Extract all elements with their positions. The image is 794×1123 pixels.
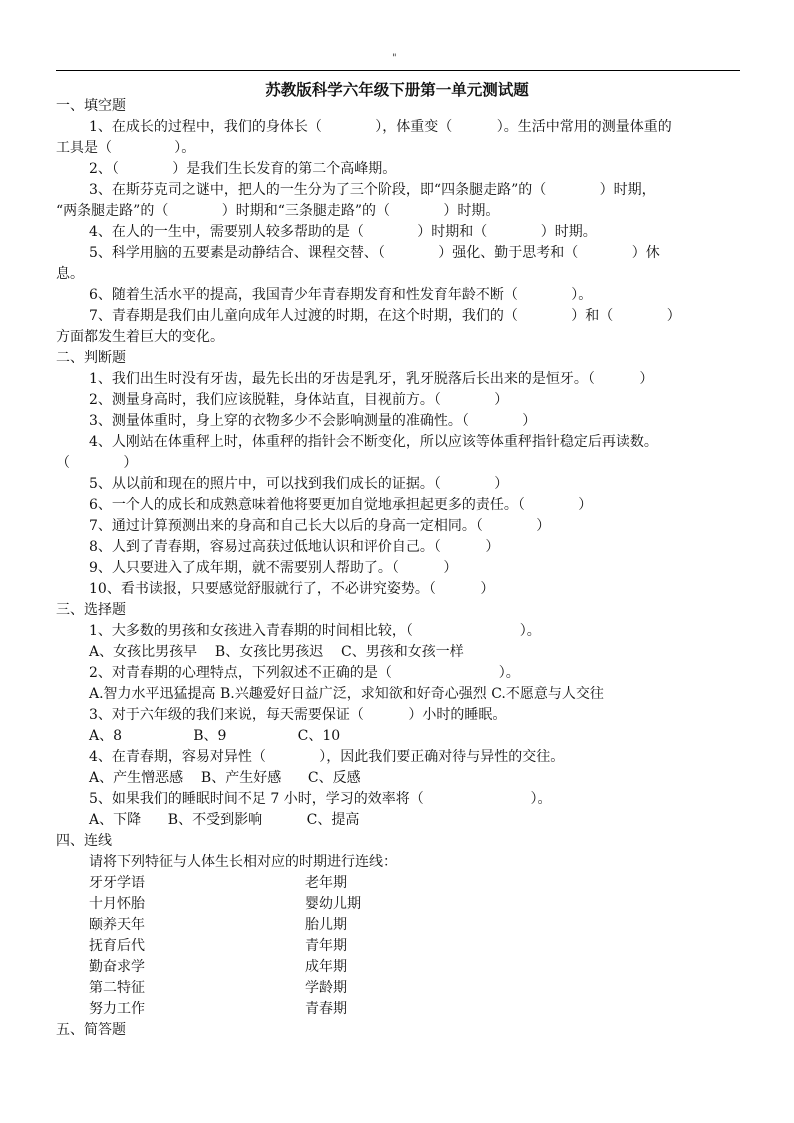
matching-right-item: 成年期 xyxy=(305,959,347,975)
question-line: 2、（ ）是我们生长发育的第二个高峰期。 xyxy=(89,161,397,177)
question-line: 1、在成长的过程中，我们的身体长（ ），体重变（ ）。生活中常用的测量体重的 xyxy=(89,119,672,135)
exam-content xyxy=(56,96,746,1041)
choice-options: A.智力水平迅猛提高 B.兴趣爱好日益广泛，求知欲和好奇心强烈 C.不愿意与人交往 xyxy=(89,686,604,702)
question-line: 9、人只要进入了成年期，就不需要别人帮助了。（ ） xyxy=(89,560,458,576)
section-heading-multiple-choice: 三、选择题 xyxy=(56,602,126,618)
matching-left-item: 勤奋求学 xyxy=(89,959,145,975)
choice-options: A、8 B、9 C、10 xyxy=(89,728,341,744)
question-line: 10、看书读报，只要感觉舒服就行了，不必讲究姿势。（ ） xyxy=(89,581,495,597)
question-line: 7、青春期是我们由儿童向成年人过渡的时期，在这个时期，我们的（ ）和（ ） xyxy=(89,308,681,324)
question-line: 3、对于六年级的我们来说，每天需要保证（ ）小时的睡眠。 xyxy=(89,707,507,723)
page-title: 苏教版科学六年级下册第一单元测试题 xyxy=(265,81,529,99)
question-line: 2、测量身高时，我们应该脱鞋，身体站直，目视前方。（ ） xyxy=(89,392,509,408)
question-line: 1、大多数的男孩和女孩进入青春期的时间相比较，（ ）。 xyxy=(89,623,541,639)
matching-left-item: 第二特征 xyxy=(89,980,145,996)
question-line: 6、随着生活水平的提高，我国青少年青春期发育和性发育年龄不断（ ）。 xyxy=(89,287,593,303)
header-rule xyxy=(56,70,740,71)
choice-options: A、下降 B、不受到影响 C、提高 xyxy=(89,812,360,828)
matching-left-item: 颐养天年 xyxy=(89,917,145,933)
section-heading-fill-in: 一、填空题 xyxy=(56,98,126,114)
question-line: 6、一个人的成长和成熟意味着他将要更加自觉地承担起更多的责任。（ ） xyxy=(89,497,593,513)
question-line: 3、测量体重时，身上穿的衣物多少不会影响测量的准确性。（ ） xyxy=(89,413,537,429)
matching-row xyxy=(56,978,746,999)
question-line: “两条腿走路”的（ ）时期和“三条腿走路”的（ ）时期。 xyxy=(56,203,500,219)
question-line: 8、人到了青春期，容易过高获过低地认识和评价自己。（ ） xyxy=(89,539,500,555)
question-line: 2、对青春期的心理特点，下列叙述不正确的是（ ）。 xyxy=(89,665,520,681)
question-line: 5、如果我们的睡眠时间不足 7 小时，学习的效率将（ ）。 xyxy=(89,791,552,807)
question-line: 3、在斯芬克司之谜中，把人的一生分为了三个阶段，即“四条腿走路”的（ ）时期， xyxy=(89,182,656,198)
question-line: 工具是（ ）。 xyxy=(56,140,196,156)
matching-left-item: 十月怀胎 xyxy=(89,896,145,912)
matching-row xyxy=(56,957,746,978)
matching-left-item: 抚育后代 xyxy=(89,938,145,954)
question-line: 4、人刚站在体重秤上时，体重秤的指针会不断变化，所以应该等体重秤指针稳定后再读数。 xyxy=(89,434,658,450)
matching-row xyxy=(56,999,746,1020)
choice-options: A、女孩比男孩早 B、女孩比男孩迟 C、男孩和女孩一样 xyxy=(89,644,464,660)
matching-row xyxy=(56,894,746,915)
question-line: （ ） xyxy=(56,455,138,471)
section-heading-matching: 四、连线 xyxy=(56,833,112,849)
question-line: 1、我们出生时没有牙齿，最先长出的牙齿是乳牙，乳牙脱落后长出来的是恒牙。（ ） xyxy=(89,371,654,387)
question-line: 5、科学用脑的五要素是动静结合、课程交替、（ ）强化、勤于思考和（ ）休 xyxy=(89,245,660,261)
question-line: 息。 xyxy=(56,266,84,282)
question-line: 7、通过计算预测出来的身高和自己长大以后的身高一定相同。（ ） xyxy=(89,518,551,534)
matching-right-item: 学龄期 xyxy=(305,980,347,996)
question-line: 5、从以前和现在的照片中，可以找到我们成长的证据。（ ） xyxy=(89,476,509,492)
choice-options: A、产生憎恶感 B、产生好感 C、反感 xyxy=(89,770,361,786)
matching-row xyxy=(56,873,746,894)
matching-row xyxy=(56,915,746,936)
matching-right-item: 婴幼儿期 xyxy=(305,896,361,912)
matching-left-item: 牙牙学语 xyxy=(89,875,145,891)
matching-right-item: 青年期 xyxy=(305,938,347,954)
question-line: 4、在人的一生中，需要别人较多帮助的是（ ）时期和（ ）时期。 xyxy=(89,224,597,240)
section-heading-short-answer: 五、简答题 xyxy=(56,1022,126,1038)
matching-right-item: 胎儿期 xyxy=(305,917,347,933)
matching-row xyxy=(56,936,746,957)
question-line: 方面都发生着巨大的变化。 xyxy=(56,329,224,345)
section-heading-true-false: 二、判断题 xyxy=(56,350,126,366)
matching-right-item: 青春期 xyxy=(305,1001,347,1017)
header-mark: " xyxy=(392,53,397,64)
matching-left-item: 努力工作 xyxy=(89,1001,145,1017)
matching-right-item: 老年期 xyxy=(305,875,347,891)
question-line: 4、在青春期，容易对异性（ ），因此我们要正确对待与异性的交往。 xyxy=(89,749,565,765)
matching-instruction: 请将下列特征与人体生长相对应的时期进行连线： xyxy=(89,854,397,870)
